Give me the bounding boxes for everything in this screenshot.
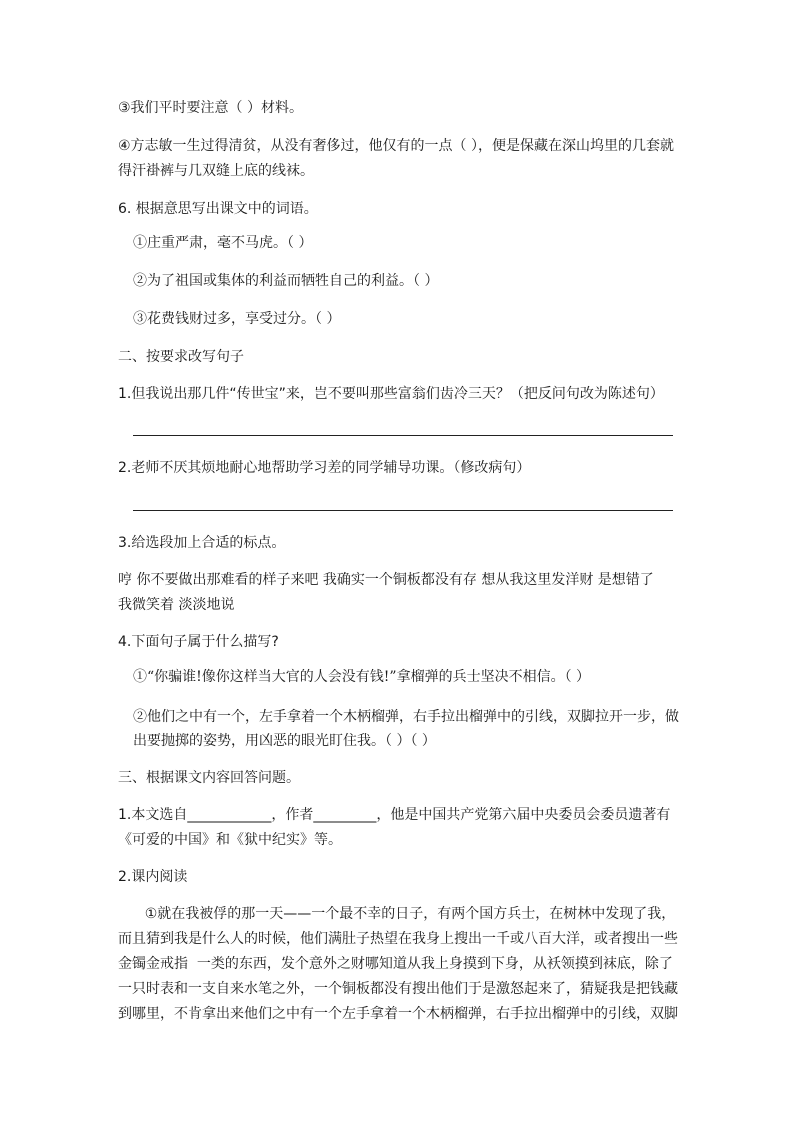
reading-passage-line3: 金镯金戒指 一类的东西，发个意外之财哪知道从我上身摸到下身，从袄领摸到袜底，除了 (118, 956, 673, 972)
rewrite-question-1: 1.但我说出那几件“传世宝”来，岂不要叫那些富翁们齿冷三天？（把反问句改为陈述句） (118, 386, 664, 402)
punctuation-passage-line2: 我微笑着 淡淡地说 (118, 597, 235, 613)
question-4-line2: 得汗褂裤与几双缝上底的线袜。 (118, 163, 314, 179)
answer-line-1[interactable] (133, 435, 673, 436)
reading-passage-line2: 而且猜到我是什么人的时候，他们满肚子热望在我身上搜出一千或八百大洋，或者搜出一些 (118, 931, 678, 947)
description-item-2-line1: ②他们之中有一个，左手拿着一个木柄榴弹，右手拉出榴弹中的引线，双脚拉开一步，做 (133, 709, 679, 725)
question-6-heading: 6. 根据意思写出课文中的词语。 (118, 201, 318, 217)
reading-passage-line5: 到哪里，不肯拿出来他们之中有一个左手拿着一个木柄榴弹，右手拉出榴弹中的引线，双脚 (118, 1006, 678, 1022)
rewrite-question-3: 3.给选段加上合适的标点。 (118, 535, 286, 551)
rewrite-question-4: 4.下面句子属于什么描写? (118, 634, 279, 650)
question-3: ③我们平时要注意（ ）材料。 (118, 100, 304, 116)
reading-passage-line4: 一只时表和一支自来水笔之外，一个铜板都没有搜出他们于是激怒起来了，猜疑我是把钱藏 (118, 981, 678, 997)
question-4-line1: ④方志敏一生过得清贫，从没有奢侈过，他仅有的一点（ ），便是保藏在深山坞里的几套就 (118, 138, 674, 154)
reading-passage-line1: ①就在我被俘的那一天——一个最不幸的日子，有两个国方兵士，在树林中发现了我， (118, 906, 676, 922)
section-3-heading: 三、根据课文内容回答问题。 (118, 770, 300, 786)
reading-question-1-line2: 《可爱的中国》和《狱中纪实》等。 (118, 832, 342, 848)
question-6-item-3: ③花费钱财过多，享受过分。（ ） (133, 311, 341, 327)
reading-question-1-line1: 1.本文选自____________，作者_________，他是中国共产党第六届中央委员会委员遗著有 (118, 807, 671, 823)
question-6-item-1: ①庄重严肃，毫不马虎。（ ） (133, 235, 313, 251)
description-item-2-line2: 出要抛掷的姿势，用凶恶的眼光盯住我。（ ）（ ） (133, 733, 436, 749)
question-6-item-2: ②为了祖国或集体的利益而牺牲自己的利益。（ ） (133, 273, 439, 289)
reading-question-2: 2.课内阅读 (118, 869, 188, 885)
answer-line-2[interactable] (133, 510, 673, 511)
rewrite-question-2: 2.老师不厌其烦地耐心地帮助学习差的同学辅导功课。（修改病句） (118, 460, 531, 476)
section-2-heading: 二、按要求改写句子 (118, 349, 244, 365)
description-item-1: ①“你骗谁!像你这样当大官的人会没有钱!”拿榴弹的兵士坚决不相信。（ ） (133, 669, 591, 685)
punctuation-passage-line1: 哼 你不要做出那难看的样子来吧 我确实一个铜板都没有存 想从我这里发洋财 是想错了 (118, 572, 654, 588)
